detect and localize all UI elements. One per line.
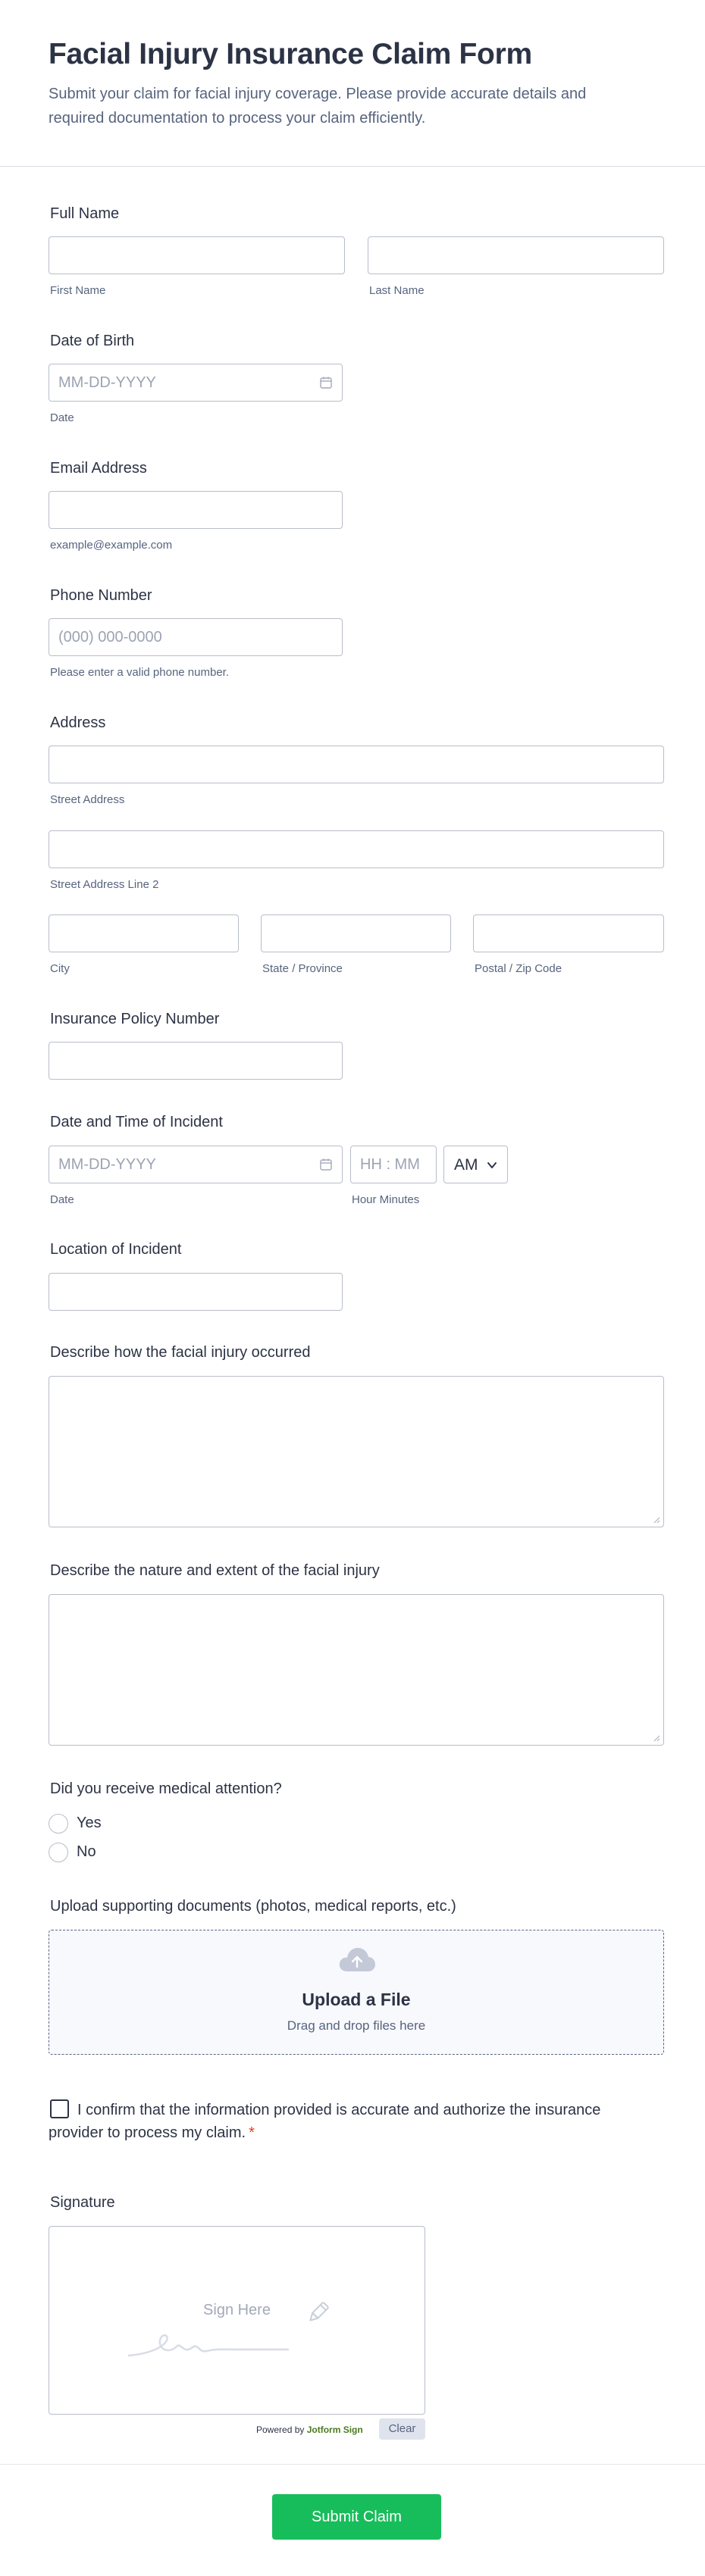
medical-label: Did you receive medical attention?: [50, 1780, 282, 1797]
consent-text: [49, 2099, 625, 2144]
upload-label: Upload supporting documents (photos, medical reports, etc.): [50, 1898, 456, 1915]
form-subtitle: Submit your claim for facial injury coverage. Please provide accurate details and required documentation to process your claim efficiently.: [49, 86, 587, 127]
submit-button[interactable]: Submit Claim: [272, 2494, 441, 2540]
location-input[interactable]: [49, 1273, 343, 1311]
upload-title: Upload a File: [302, 1990, 411, 2009]
incident-time-input[interactable]: [350, 1146, 437, 1183]
state-input[interactable]: [261, 914, 451, 952]
chevron-down-icon: [487, 1160, 497, 1171]
upload-subtitle: Drag and drop files here: [287, 2018, 426, 2033]
radio-no-label[interactable]: No: [77, 1843, 96, 1860]
nature-extent-label: Describe the nature and extent of the facial injury: [50, 1562, 380, 1579]
form-header: [0, 0, 705, 167]
ampm-select[interactable]: [443, 1146, 508, 1183]
calendar-icon[interactable]: [319, 1158, 333, 1171]
email-input[interactable]: [49, 491, 343, 529]
calendar-icon[interactable]: [319, 376, 333, 389]
street-address-input[interactable]: [49, 746, 664, 783]
signature-placeholder: Sign Here: [203, 2302, 271, 2318]
email-sublabel: example@example.com: [50, 539, 173, 552]
location-label: Location of Incident: [50, 1241, 182, 1258]
powered-brand: Jotform Sign: [306, 2424, 363, 2435]
pen-icon: [305, 2299, 332, 2326]
powered-prefix: Powered by: [256, 2424, 305, 2435]
incident-time-sublabel: Hour Minutes: [352, 1193, 420, 1206]
last-name-sublabel: Last Name: [369, 284, 425, 297]
policy-number-input[interactable]: [49, 1042, 343, 1080]
city-sublabel: City: [50, 962, 70, 975]
dob-label: Date of Birth: [50, 333, 135, 349]
incident-date-sublabel: Date: [50, 1193, 74, 1206]
address-label: Address: [50, 714, 106, 731]
radio-yes[interactable]: [49, 1814, 68, 1834]
incident-date-input[interactable]: [49, 1146, 343, 1183]
email-label: Email Address: [50, 460, 147, 477]
last-name-input[interactable]: [368, 236, 664, 274]
phone-sublabel: Please enter a valid phone number.: [50, 666, 229, 679]
dob-input[interactable]: [49, 364, 343, 402]
zip-input[interactable]: [473, 914, 664, 952]
radio-no[interactable]: [49, 1843, 68, 1862]
powered-by: [256, 2424, 363, 2435]
signature-label: Signature: [50, 2194, 115, 2211]
resize-handle-icon[interactable]: [653, 1734, 660, 1742]
nature-extent-textarea[interactable]: [49, 1594, 664, 1746]
phone-label: Phone Number: [50, 587, 152, 604]
incident-datetime-label: Date and Time of Incident: [50, 1114, 223, 1130]
state-sublabel: State / Province: [262, 962, 343, 975]
consent-label: I confirm that the information provided is accurate and authorize the insurance provider to process my claim.: [49, 2102, 601, 2141]
full-name-label: Full Name: [50, 205, 120, 222]
phone-input[interactable]: [49, 618, 343, 656]
how-occurred-label: Describe how the facial injury occurred: [50, 1344, 311, 1361]
required-mark: *: [249, 2124, 255, 2141]
dob-sublabel: Date: [50, 411, 74, 424]
dob-placeholder: MM-DD-YYYY: [58, 374, 156, 391]
cloud-upload-icon: [338, 1946, 376, 1973]
street-address-sublabel: Street Address: [50, 793, 125, 806]
first-name-input[interactable]: [49, 236, 345, 274]
radio-yes-label[interactable]: Yes: [77, 1815, 102, 1831]
incident-time-placeholder: HH : MM: [360, 1156, 420, 1173]
resize-handle-icon[interactable]: [653, 1516, 660, 1524]
ampm-value: AM: [454, 1156, 478, 1174]
street-address-2-sublabel: Street Address Line 2: [50, 878, 159, 891]
form-title: Facial Injury Insurance Claim Form: [49, 38, 532, 70]
incident-date-placeholder: MM-DD-YYYY: [58, 1156, 156, 1173]
clear-signature-button[interactable]: Clear: [379, 2418, 425, 2440]
street-address-2-input[interactable]: [49, 830, 664, 868]
how-occurred-textarea[interactable]: [49, 1376, 664, 1527]
footer-divider: [0, 2464, 705, 2465]
first-name-sublabel: First Name: [50, 284, 106, 297]
signature-pad[interactable]: [49, 2226, 425, 2415]
policy-label: Insurance Policy Number: [50, 1011, 220, 1027]
zip-sublabel: Postal / Zip Code: [475, 962, 562, 975]
phone-placeholder: (000) 000-0000: [58, 629, 162, 646]
city-input[interactable]: [49, 914, 239, 952]
file-upload-dropzone[interactable]: [49, 1930, 664, 2055]
